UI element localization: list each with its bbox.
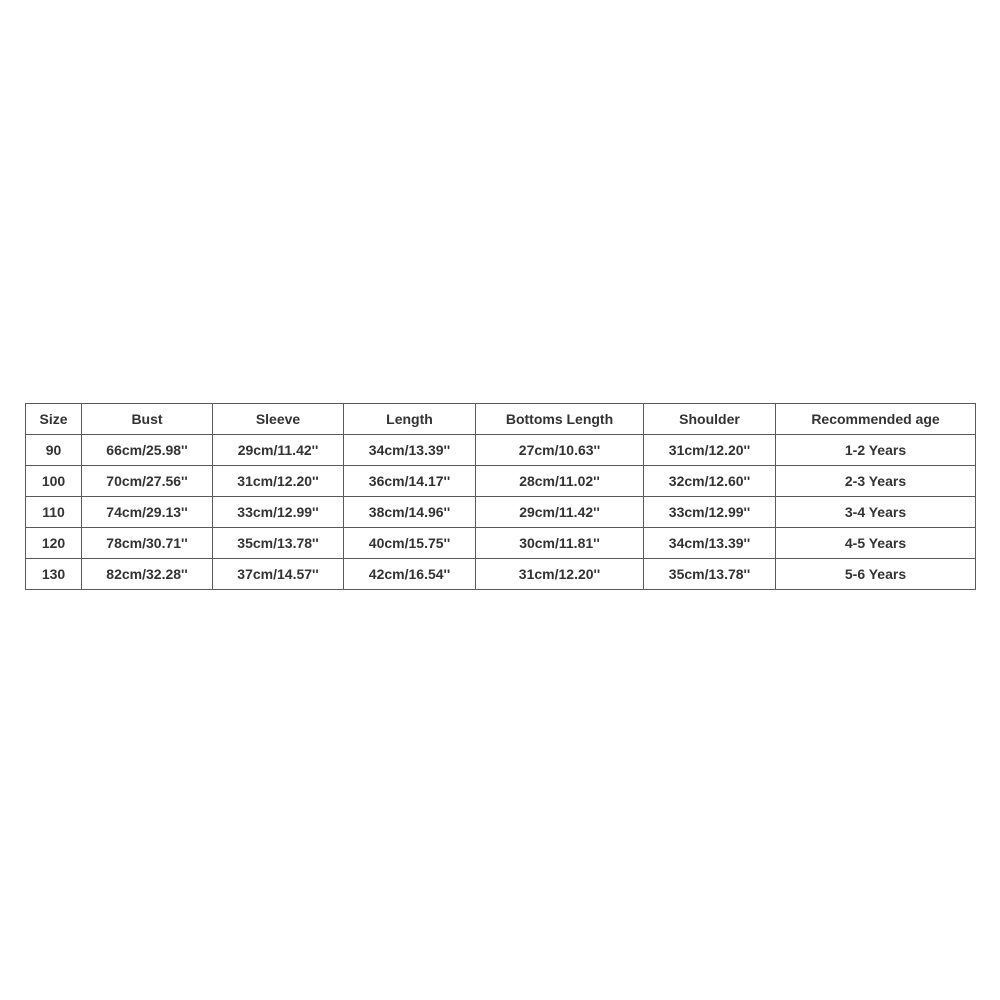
table-header (26, 404, 976, 435)
table-cell: 37cm/14.57'' (213, 559, 344, 590)
table-cell: 34cm/13.39'' (644, 528, 776, 559)
table-cell: 29cm/11.42'' (476, 497, 644, 528)
table-cell: 33cm/12.99'' (644, 497, 776, 528)
table-cell: 28cm/11.02'' (476, 466, 644, 497)
table-cell: 31cm/12.20'' (644, 435, 776, 466)
column-header-bottoms-length: Bottoms Length (476, 404, 644, 435)
table-cell: 31cm/12.20'' (213, 466, 344, 497)
column-header-sleeve: Sleeve (213, 404, 344, 435)
table-cell: 90 (26, 435, 82, 466)
table-cell: 29cm/11.42'' (213, 435, 344, 466)
table-cell: 33cm/12.99'' (213, 497, 344, 528)
table-row (26, 528, 976, 559)
table-cell: 3-4 Years (776, 497, 976, 528)
table-cell: 78cm/30.71'' (82, 528, 213, 559)
size-chart-table (25, 403, 976, 590)
table-row (26, 559, 976, 590)
table-body (26, 435, 976, 590)
header-row (26, 404, 976, 435)
table-cell: 2-3 Years (776, 466, 976, 497)
column-header-bust: Bust (82, 404, 213, 435)
table-cell: 5-6 Years (776, 559, 976, 590)
table-cell: 40cm/15.75'' (344, 528, 476, 559)
table-cell: 34cm/13.39'' (344, 435, 476, 466)
table-row (26, 435, 976, 466)
column-header-shoulder: Shoulder (644, 404, 776, 435)
column-header-recommended-age: Recommended age (776, 404, 976, 435)
table-cell: 36cm/14.17'' (344, 466, 476, 497)
table-cell: 1-2 Years (776, 435, 976, 466)
table-cell: 35cm/13.78'' (644, 559, 776, 590)
table-cell: 30cm/11.81'' (476, 528, 644, 559)
table-cell: 27cm/10.63'' (476, 435, 644, 466)
table-cell: 100 (26, 466, 82, 497)
table-cell: 32cm/12.60'' (644, 466, 776, 497)
column-header-length: Length (344, 404, 476, 435)
table-row (26, 466, 976, 497)
table-cell: 4-5 Years (776, 528, 976, 559)
table-cell: 31cm/12.20'' (476, 559, 644, 590)
table-cell: 38cm/14.96'' (344, 497, 476, 528)
table-cell: 82cm/32.28'' (82, 559, 213, 590)
table-cell: 35cm/13.78'' (213, 528, 344, 559)
table-cell: 74cm/29.13'' (82, 497, 213, 528)
table-cell: 66cm/25.98'' (82, 435, 213, 466)
table-cell: 70cm/27.56'' (82, 466, 213, 497)
column-header-size: Size (26, 404, 82, 435)
table-row (26, 497, 976, 528)
table-cell: 42cm/16.54'' (344, 559, 476, 590)
table-cell: 110 (26, 497, 82, 528)
table-cell: 120 (26, 528, 82, 559)
table-cell: 130 (26, 559, 82, 590)
